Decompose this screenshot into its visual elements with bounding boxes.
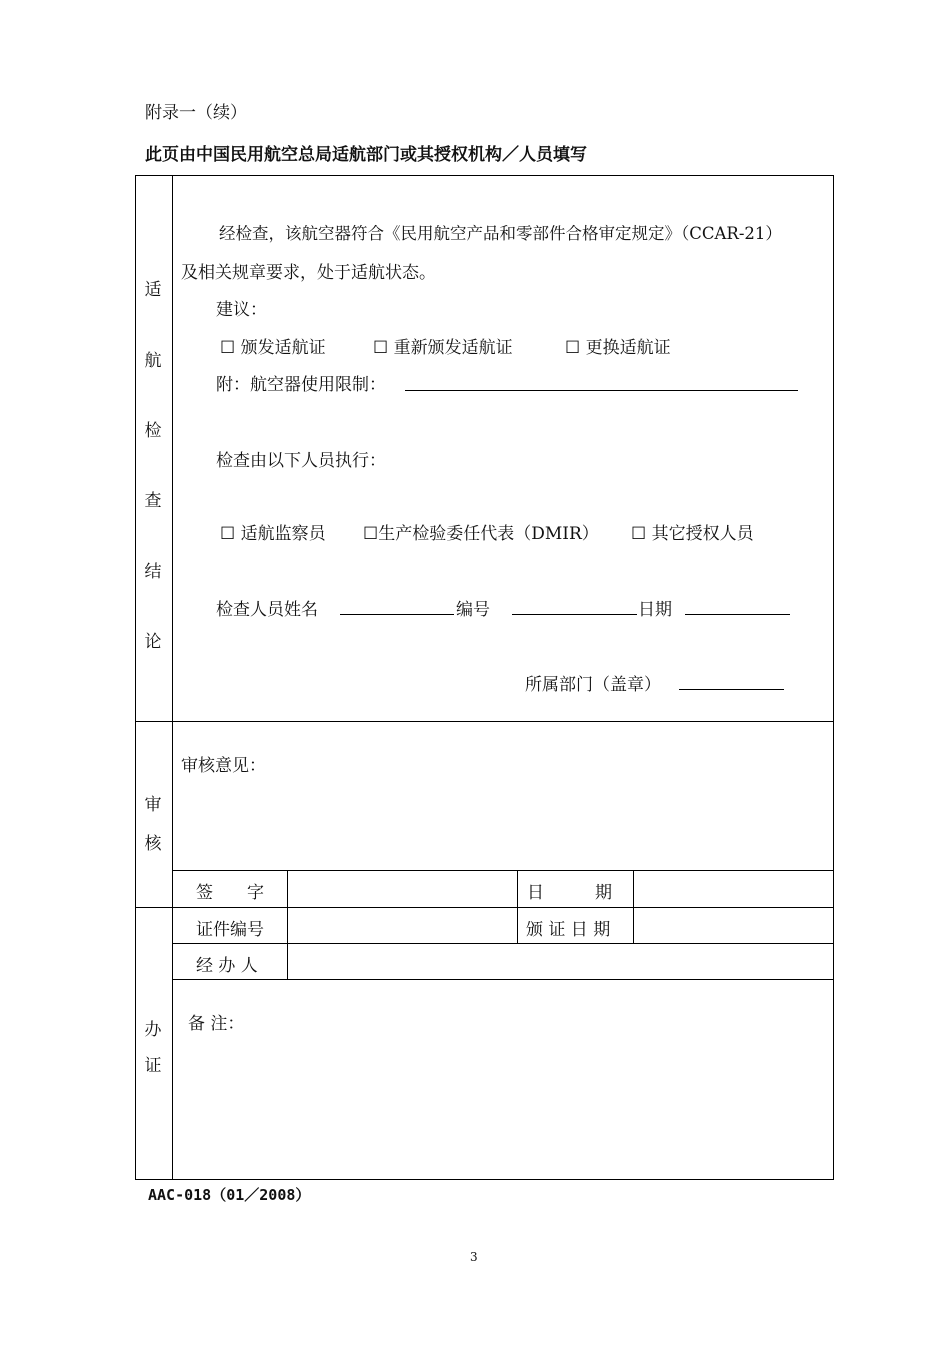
other-authorized-checkbox[interactable]: ☐ 其它授权人员	[631, 524, 754, 544]
side-label-char: 审	[144, 795, 162, 815]
checkbox-icon: ☐	[565, 338, 581, 358]
side-label-char: 查	[144, 491, 162, 511]
inspector-name-label: 检查人员姓名	[216, 600, 318, 620]
checkbox-icon: ☐	[220, 338, 236, 358]
page-number: 3	[470, 1250, 478, 1264]
inspection-statement-line1: 经检查，该航空器符合《民用航空产品和零部件合格审定规定》（CCAR-21）	[219, 224, 782, 243]
side-label-char: 证	[144, 1056, 162, 1076]
side-label-char: 航	[144, 351, 162, 371]
department-field[interactable]	[679, 689, 784, 690]
side-label-char: 检	[144, 421, 162, 441]
review-date-field[interactable]	[635, 872, 832, 906]
appendix-label: 附录一（续）	[145, 103, 247, 123]
reissue-certificate-checkbox[interactable]: ☐ 重新颁发适航证	[373, 338, 513, 358]
checkbox-icon: ☐	[363, 524, 379, 544]
date-label: 日期	[638, 600, 672, 620]
usage-limits-label: 附：航空器使用限制：	[216, 375, 386, 395]
signature-label: 签 字	[196, 883, 264, 903]
checkbox-icon: ☐	[631, 524, 647, 544]
executed-by-label: 检查由以下人员执行：	[216, 451, 386, 471]
remarks-field[interactable]	[174, 1040, 832, 1177]
review-date-label: 日 期	[527, 883, 612, 903]
checkbox-icon: ☐	[373, 338, 389, 358]
page-title: 此页由中国民用航空总局适航部门或其授权机构／人员填写	[145, 145, 587, 165]
inspection-statement-line2: 及相关规章要求，处于适航状态。	[181, 263, 436, 283]
department-label: 所属部门（盖章）	[525, 675, 661, 695]
number-field[interactable]	[512, 614, 637, 615]
date-field[interactable]	[685, 614, 790, 615]
suggestion-label: 建议：	[216, 300, 267, 320]
certificate-number-field[interactable]	[289, 909, 516, 942]
inspector-name-field[interactable]	[340, 614, 454, 615]
side-label-char: 核	[144, 834, 162, 854]
side-label-char: 办	[144, 1020, 162, 1040]
replace-certificate-checkbox[interactable]: ☐ 更换适航证	[565, 338, 671, 358]
side-label-char: 结	[144, 562, 162, 582]
form-code: AAC-018（01／2008）	[148, 1186, 311, 1204]
handler-field[interactable]	[289, 945, 832, 978]
issue-date-label: 颁 证 日 期	[526, 920, 611, 940]
review-opinion-label: 审核意见：	[181, 756, 266, 776]
signature-field[interactable]	[289, 872, 516, 906]
handler-label: 经 办 人	[196, 956, 258, 976]
number-label: 编号	[456, 600, 490, 620]
dmir-checkbox[interactable]: ☐生产检验委任代表（DMIR）	[363, 524, 599, 544]
side-label-char: 论	[144, 632, 162, 652]
issue-certificate-checkbox[interactable]: ☐ 颁发适航证	[220, 338, 326, 358]
remarks-label: 备 注：	[188, 1014, 245, 1034]
checkbox-icon: ☐	[220, 524, 236, 544]
issue-date-field[interactable]	[635, 909, 832, 942]
side-label-char: 适	[144, 280, 162, 300]
certificate-number-label: 证件编号	[196, 920, 264, 940]
usage-limits-field[interactable]	[405, 390, 798, 391]
inspector-checkbox[interactable]: ☐ 适航监察员	[220, 524, 326, 544]
